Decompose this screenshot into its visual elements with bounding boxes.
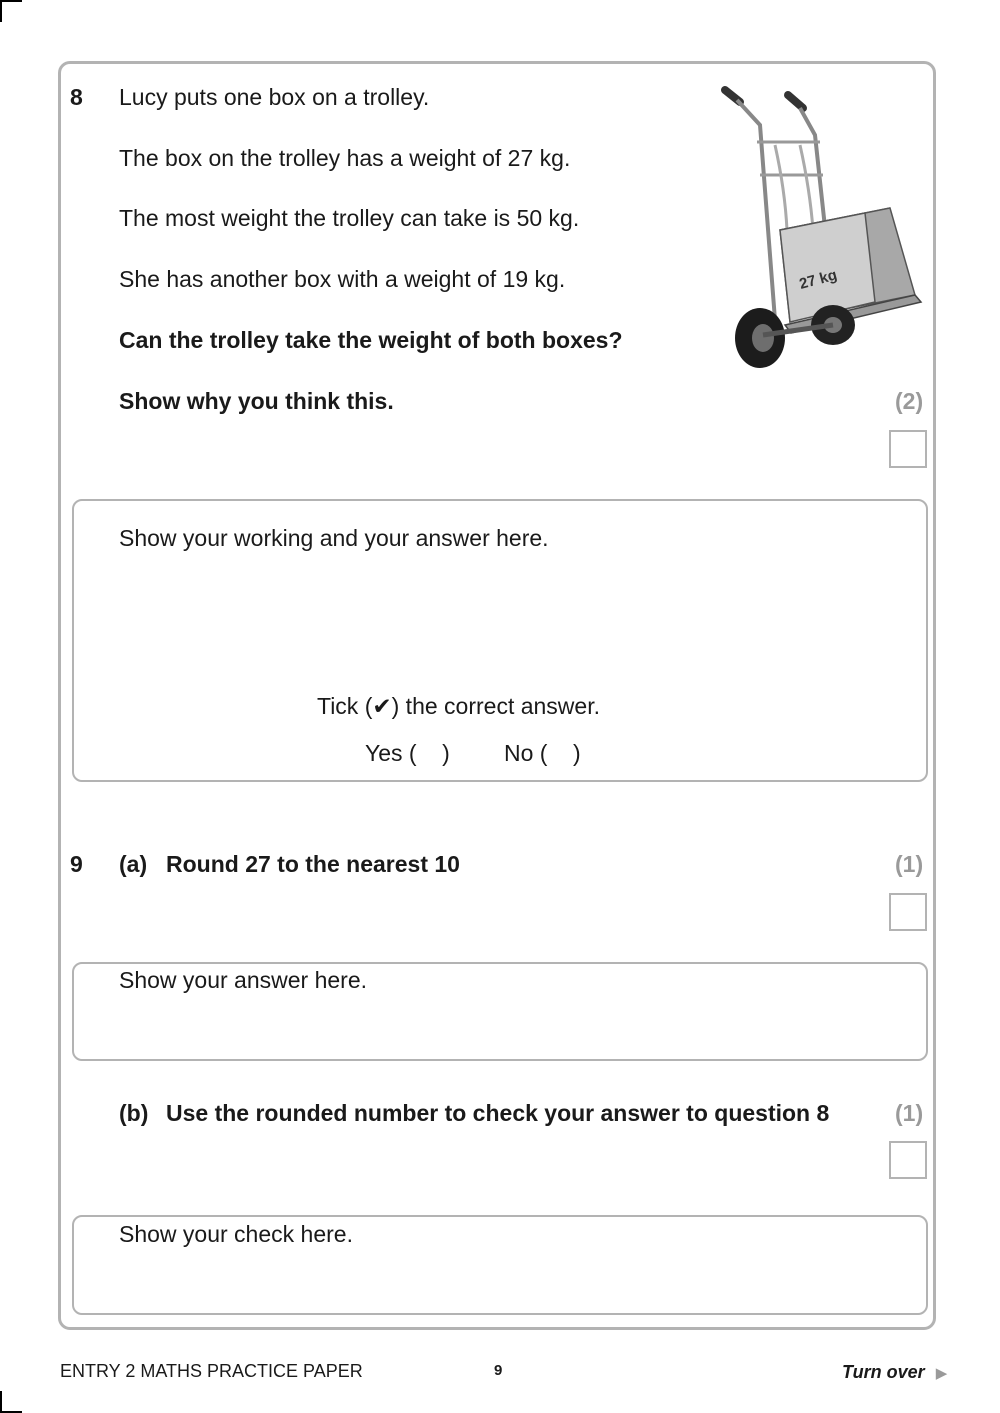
question-9b-mark-box[interactable] — [889, 1141, 927, 1179]
paper-title: ENTRY 2 MATHS PRACTICE PAPER — [60, 1361, 363, 1381]
question-9a-marks: (1) — [895, 851, 924, 877]
crop-mark — [0, 0, 22, 2]
question-9b-answer-prompt: Show your check here. — [119, 1221, 353, 1247]
option-yes[interactable]: Yes ( ) — [365, 740, 450, 766]
trolley-illustration — [715, 80, 930, 375]
question-9a-label: (a) — [119, 851, 148, 877]
box-weight-label: 27 kg — [797, 266, 839, 293]
option-no[interactable]: No ( ) — [504, 740, 581, 766]
question-9a-mark-box[interactable] — [889, 893, 927, 931]
question-8-line-1: Lucy puts one box on a trolley. — [119, 84, 430, 110]
question-9a-text: Round 27 to the nearest 10 — [166, 851, 460, 877]
question-9b-marks: (1) — [895, 1100, 924, 1126]
question-9b-text: Use the rounded number to check your answer to question 8 — [166, 1100, 830, 1126]
turn-over-label: Turn over — [842, 1362, 925, 1382]
question-9-number: 9 — [70, 851, 83, 877]
question-9b-label: (b) — [119, 1100, 149, 1126]
question-8-line-3: The most weight the trolley can take is 50 kg. — [119, 205, 580, 231]
tick-instruction: Tick (✔) the correct answer. — [317, 693, 600, 719]
question-8-prompt: Can the trolley take the weight of both boxes? — [119, 327, 623, 353]
play-arrow-icon: ▶ — [935, 1365, 948, 1382]
question-8-marks: (2) — [895, 388, 924, 414]
turn-over — [842, 1362, 947, 1383]
question-8-number: 8 — [70, 84, 83, 110]
question-9a-answer-prompt: Show your answer here. — [119, 967, 368, 993]
question-8-line-2: The box on the trolley has a weight of 27 kg. — [119, 145, 571, 171]
crop-mark — [0, 1391, 2, 1413]
question-8-instruction: Show why you think this. — [119, 388, 394, 414]
crop-mark — [0, 0, 2, 22]
question-8-line-4: She has another box with a weight of 19 kg. — [119, 266, 566, 292]
page-number: 9 — [494, 1362, 503, 1379]
question-8-answer-instruction: Show your working and your answer here. — [119, 525, 549, 551]
question-8-mark-box[interactable] — [889, 430, 927, 468]
